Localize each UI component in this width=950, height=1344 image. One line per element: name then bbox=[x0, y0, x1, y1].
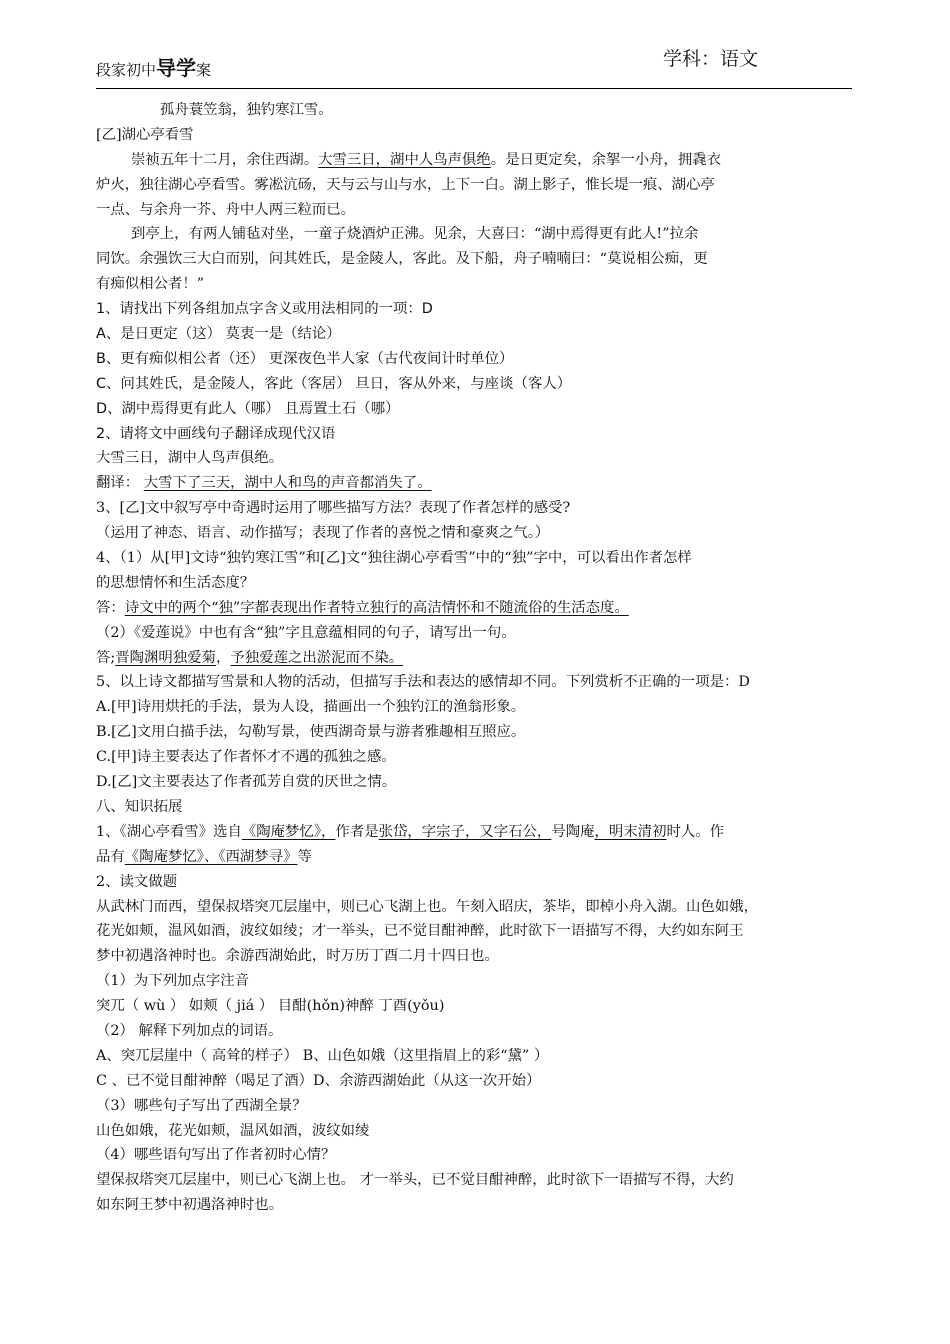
paragraph-line: 到亭上，有两人铺毡对坐，一童子烧酒炉正沸。见余，大喜曰：“湖中焉得更有此人!”拉余 bbox=[131, 226, 699, 243]
subquestion-1: （1）为下列加点字注音 bbox=[96, 973, 250, 990]
reading-task: 2、读文做题 bbox=[96, 873, 178, 890]
option-d: D、湖中焉得更有此人（哪） 且焉置土石（哪） bbox=[96, 400, 400, 417]
answer-3-2: 山色如娥，花光如颊，温风如酒，波纹如绫 bbox=[96, 1122, 370, 1139]
school-title: 段家初中导学案 bbox=[96, 56, 212, 80]
knowledge-1-cont: 品有《陶庵梦忆》、《西湖梦寻》等 bbox=[96, 848, 312, 865]
poem-line: 孤舟蓑笠翁，独钓寒江雪。 bbox=[160, 102, 333, 118]
answer-4-1: 答：诗文中的两个“独”字都表现出作者特立独行的高洁情怀和不随流俗的生活态度。 bbox=[96, 599, 629, 616]
option-a: A、是日更定（这） 莫衷一是（结论） bbox=[96, 326, 341, 343]
passage-line: 从武林门而西，望保叔塔突兀层崖中，则已心飞湖上也。午刻入昭庆，茶毕，即棹小舟入湖。山色如娥， bbox=[96, 898, 758, 915]
knowledge-1: 1、《湖心亭看雪》选自《陶庵梦忆》，作者是张岱，字宗子，又字石公，号陶庵，明末清初时人。作 bbox=[96, 823, 725, 840]
translation-answer: 翻译： 大雪下了三天，湖中人和鸟的声音都消失了。 bbox=[96, 475, 432, 492]
answer-4-2b: 望保叔塔突兀层崖中，则已心飞湖上也。 才一举头，已不觉目酣神醉，此时欲下一语描写不得，大约 bbox=[96, 1172, 734, 1189]
section-heading: 八、知识拓展 bbox=[96, 798, 183, 815]
underlined-sentence: 大雪三日，湖中人鸟声俱绝 bbox=[318, 151, 491, 168]
q5-option-b: B.[乙]文用白描手法，勾勒写景，使西湖奇景与游者雅趣相互照应。 bbox=[96, 724, 526, 741]
answer-4-2b-cont: 如东阿王梦中初遇洛神时也。 bbox=[96, 1197, 284, 1214]
question-4-2: （2）《爱莲说》中也有含“独”字且意蕴相同的句子，请写出一句。 bbox=[96, 624, 516, 641]
option-c: C、问其姓氏，是金陵人，客此（客居） 旦日，客从外来，与座谈（客人） bbox=[96, 375, 572, 392]
paragraph-line: 有痴似相公者！” bbox=[96, 276, 205, 293]
section-title: [乙]湖心亭看雪 bbox=[96, 126, 194, 143]
q5-option-a: A.[甲]诗用烘托的手法，景为人设，描画出一个独钓江的渔翁形象。 bbox=[96, 699, 526, 716]
q5-option-c: C.[甲]诗主要表达了作者怀才不遇的孤独之感。 bbox=[96, 749, 396, 766]
answer-4-2: 答;晋陶渊明独爱菊，予独爱莲之出淤泥而不染。 bbox=[96, 649, 404, 666]
document-body bbox=[96, 98, 856, 1218]
answer-3: （运用了神态、语言、动作描写；表现了作者的喜悦之情和豪爽之气。） bbox=[96, 525, 550, 542]
subquestion-2: （2） 解释下列加点的词语。 bbox=[96, 1022, 283, 1039]
passage-line: 梦中初遇洛神时也。余游西湖始此，时万历丁酉二月十四日也。 bbox=[96, 948, 499, 965]
question-5: 5、以上诗文都描写雪景和人物的活动，但描写手法和表达的感情却不同。下列赏析不正确的一项是：D bbox=[96, 674, 750, 691]
subquestion-3: （3）哪些句子写出了西湖全景？ bbox=[96, 1097, 307, 1114]
sentence-to-translate: 大雪三日，湖中人鸟声俱绝。 bbox=[96, 450, 284, 467]
page-header bbox=[96, 42, 852, 89]
question-4-1: 4、（1）从[甲]文诗“独钓寒江雪”和[乙]文“独往湖心亭看雪”中的“独”字中，可以看出作者怎样 bbox=[96, 550, 692, 567]
definition-answers: C 、已不觉目酣神醉（喝足了酒）D、余游西湖始此（从这一次开始） bbox=[96, 1072, 541, 1089]
subject-label: 学科：语文 bbox=[662, 48, 758, 70]
definition-answers: A、突兀层崖中（ 高耸的样子） B、山色如娥（这里指眉上的彩“黛” ） bbox=[96, 1047, 549, 1064]
question-1: 1、请找出下列各组加点字含义或用法相同的一项：D bbox=[96, 301, 433, 318]
question-2: 2、请将文中画线句子翻译成现代汉语 bbox=[96, 425, 336, 442]
paragraph-line: 同饮。余强饮三大白而别，问其姓氏，是金陵人，客此。及下船，舟子喃喃曰：“莫说相公痴，更 bbox=[96, 251, 708, 268]
question-4-1-cont: 的思想情怀和生活态度？ bbox=[96, 574, 255, 591]
subquestion-4: （4）哪些语句写出了作者初时心情？ bbox=[96, 1147, 336, 1164]
question-3: 3、[乙]文中叙写亭中奇遇时运用了哪些描写方法？表现了作者怎样的感受? bbox=[96, 500, 571, 517]
paragraph-line: 炉火，独往湖心亭看雪。雾凇沆砀，天与云与山与水，上下一白。湖上影子，惟长堤一痕、湖心亭 bbox=[96, 176, 715, 193]
paragraph-line: 一点、与余舟一芥、舟中人两三粒而已。 bbox=[96, 201, 356, 218]
paragraph-line: 崇祯五年十二月，余住西湖。大雪三日，湖中人鸟声俱绝。是日更定矣，余挐一小舟，拥毳衣 bbox=[131, 151, 722, 168]
pinyin-answers: 突兀（ wù ） 如颊（ jiá ） 目酣(hǒn)神醉 丁酉(yǒu) bbox=[96, 998, 445, 1015]
option-b: B、更有痴似相公者（还） 更深夜色半人家（古代夜间计时单位） bbox=[96, 350, 514, 367]
passage-line: 花光如颊，温风如酒，波纹如绫；才一举头，已不觉目酣神醉，此时欲下一语描写不得，大约如东阿王 bbox=[96, 923, 744, 940]
q5-option-d: D.[乙]文主要表达了作者孤芳自赏的厌世之情。 bbox=[96, 774, 397, 791]
